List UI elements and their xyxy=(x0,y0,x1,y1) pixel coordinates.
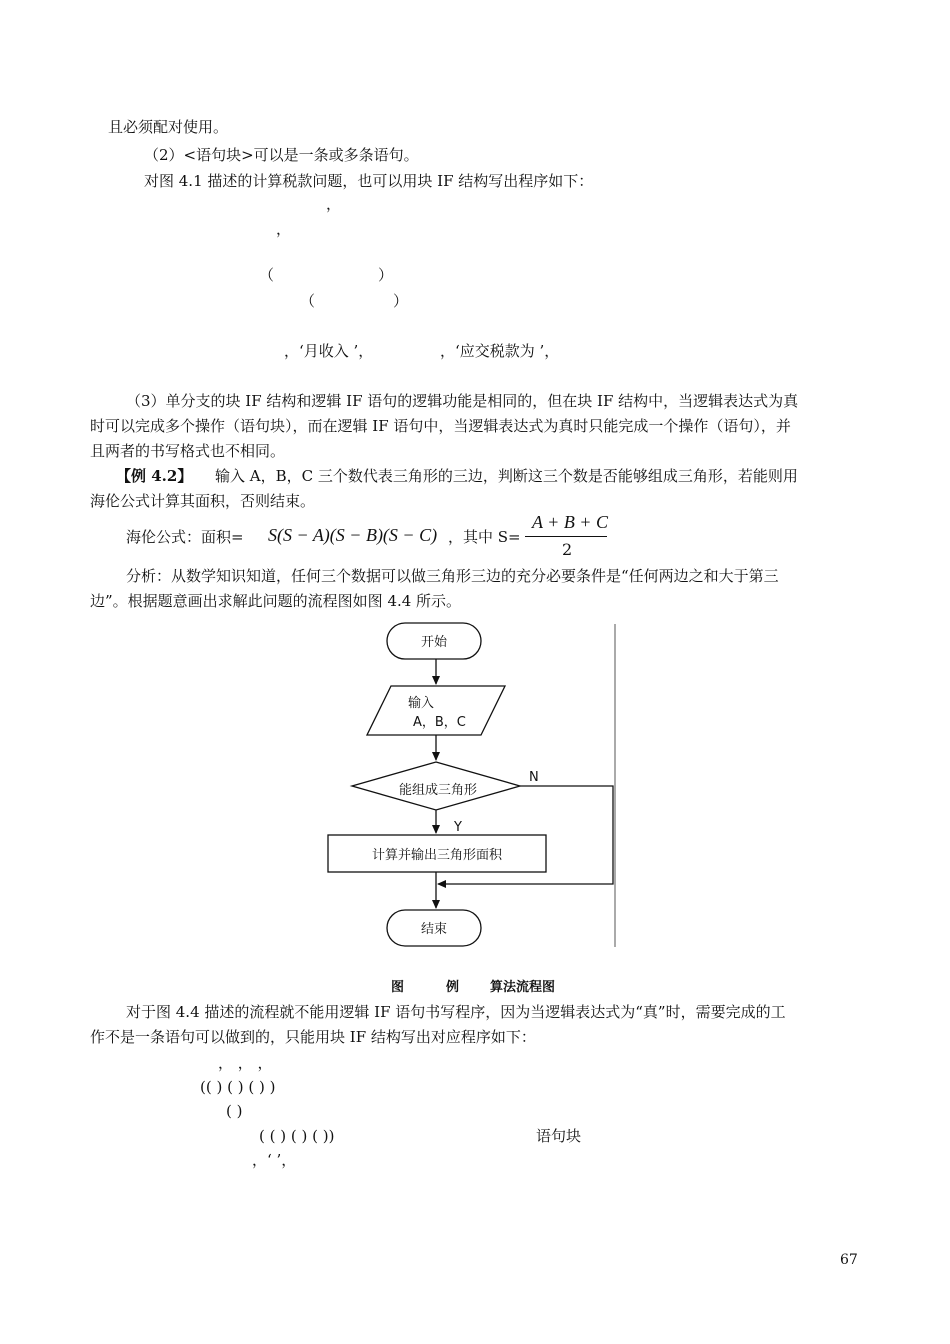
code-comment: 语句块 xyxy=(536,1127,582,1145)
text-line: （2）<语句块>可以是一条或多条语句。 xyxy=(144,146,419,164)
fraction-numerator: A + B + C xyxy=(532,512,608,532)
input-label: 输入 xyxy=(408,696,435,711)
no-label: N xyxy=(529,770,539,785)
text-line: （3）单分支的块 IF 结构和逻辑 IF 语句的逻辑功能是相同的，但在块 IF 结构中，当逻辑表达式为真 xyxy=(126,392,799,410)
code-punct: (( ) ( ) ( ) ) xyxy=(200,1078,276,1096)
code-punct: ， ， ， xyxy=(218,1054,273,1072)
formula-label: 海伦公式：面积= xyxy=(126,528,244,546)
code-punct: ，‘应交税款为 ’， xyxy=(440,342,560,360)
example-label: 【例 4.2】 xyxy=(116,467,193,485)
fraction-denominator: 2 xyxy=(562,540,573,559)
yes-label: Y xyxy=(454,820,462,835)
code-punct: ( ( ) ( ) ( )) xyxy=(259,1127,335,1145)
start-label: 开始 xyxy=(420,635,448,650)
caption-example: 例 xyxy=(446,980,460,995)
text-line: 且必须配对使用。 xyxy=(108,118,229,136)
text-line: 对于图 4.4 描述的流程就不能用逻辑 IF 语句书写程序，因为当逻辑表达式为“真”时，需要完成的工 xyxy=(126,1003,786,1021)
text-line: 边”。根据题意画出求解此问题的流程图如图 4.4 所示。 xyxy=(90,592,462,610)
code-punct: ， xyxy=(276,220,292,238)
formula-text: ，其中 S= xyxy=(448,528,521,546)
formula-expression: S(S − A)(S − B)(S − C) xyxy=(268,525,438,545)
end-label: 结束 xyxy=(420,922,448,937)
text-line: 作不是一条语句可以做到的，只能用块 IF 结构写出对应程序如下： xyxy=(90,1028,536,1046)
process-label: 计算并输出三角形面积 xyxy=(371,848,503,863)
page-number: 67 xyxy=(840,1252,858,1268)
caption-fig: 图 xyxy=(391,980,405,995)
code-punct: （ xyxy=(259,266,275,284)
code-punct: ） xyxy=(378,266,394,284)
caption-title: 算法流程图 xyxy=(490,980,556,995)
text-line: 且两者的书写格式也不相同。 xyxy=(90,442,286,460)
text-line: 分析：从数学知识知道，任何三个数据可以做三角形三边的充分必要条件是“任何两边之和大于第三 xyxy=(126,567,779,585)
code-punct: ，‘月收入 ’， xyxy=(284,342,374,360)
text-line: 时可以完成多个操作（语句块），而在逻辑 IF 语句中，当逻辑表达式为真时只能完成一个操作（语句），并 xyxy=(90,417,791,435)
text-line: 对图 4.1 描述的计算税款问题，也可以用块 IF 结构写出程序如下： xyxy=(144,172,594,190)
code-punct: ， xyxy=(326,195,342,213)
text-line: 海伦公式计算其面积，否则结束。 xyxy=(90,492,316,510)
input-variables: A，B，C xyxy=(413,715,466,730)
text-line: 输入 A，B，C 三个数代表三角形的三边，判断这三个数是否能够组成三角形，若能则用 xyxy=(215,467,798,485)
code-punct: ( ) xyxy=(226,1102,243,1120)
decision-label: 能组成三角形 xyxy=(398,783,478,798)
code-punct: ） xyxy=(393,292,409,310)
code-punct: （ xyxy=(300,292,316,310)
code-punct: ，‘ ’， xyxy=(252,1151,297,1169)
